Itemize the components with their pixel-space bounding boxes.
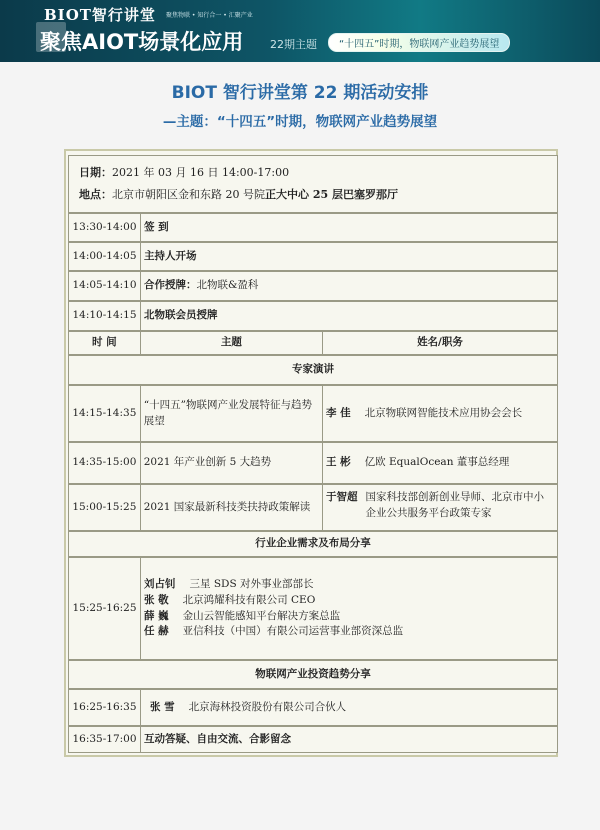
row-content-bold: 签 到	[144, 220, 169, 233]
table-header	[68, 331, 558, 355]
table-row	[68, 726, 558, 753]
table-row	[68, 689, 558, 726]
section-investment: 物联网产业投资趋势分享	[255, 667, 371, 680]
header-banner	[0, 0, 600, 62]
header-time: 时 间	[69, 332, 141, 354]
speaker-name: 张 敬	[144, 593, 169, 606]
row-content-plain: 北物联&盈科	[196, 279, 259, 292]
speaker-name: 李 佳	[325, 406, 351, 419]
table-row	[68, 385, 558, 442]
section-header	[68, 660, 558, 689]
brand-tagline: 聚焦物联 • 知行合一 • 汇聚产业	[166, 12, 253, 19]
row-time: 15:00-15:25	[69, 485, 141, 530]
page-subtitle: —主题：“十四五”时期，物联网产业趋势展望	[162, 114, 438, 130]
table-row	[68, 442, 558, 484]
table-row	[68, 271, 558, 301]
row-topic: “十四五”物联网产业发展特征与趋势展望	[141, 386, 323, 441]
section-expert: 专家演讲	[292, 363, 334, 376]
table-row	[68, 242, 558, 271]
row-speaker	[323, 386, 557, 441]
row-time: 16:25-16:35	[69, 690, 141, 725]
event-info	[68, 155, 558, 213]
issue-label: 22期主题	[270, 38, 317, 51]
table-row	[68, 213, 558, 242]
date-value: 2021 年 03 月 16 日 14:00-17:00	[112, 166, 290, 179]
speaker-line	[144, 577, 313, 593]
speaker-name: 薛 巍	[144, 609, 169, 622]
speaker-title: 北京物联网智能技术应用协会会长	[364, 406, 523, 419]
section-header	[68, 531, 558, 557]
row-time: 15:25-16:25	[69, 558, 141, 659]
row-time: 14:05-14:10	[69, 272, 141, 300]
speaker-name: 任 赫	[144, 625, 169, 638]
theme-pill: “十四五”时期，物联网产业趋势展望	[328, 33, 510, 52]
page-title: BIOT 智行讲堂第 22 期活动安排	[171, 83, 429, 103]
section-industry: 行业企业需求及布局分享	[255, 537, 371, 550]
event-place	[79, 184, 547, 206]
row-time: 13:30-14:00	[69, 214, 141, 241]
row-speaker	[141, 690, 557, 725]
row-topic: 2021 年产业创新 5 大趋势	[141, 443, 323, 483]
banner-slogan: 聚焦AIOT场景化应用	[40, 30, 244, 54]
row-time: 14:35-15:00	[69, 443, 141, 483]
row-content: 互动答疑、自由交流、合影留念	[144, 732, 291, 745]
speaker-title: 亚信科技（中国）有限公司运营事业部资深总监	[182, 625, 404, 638]
header-topic: 主题	[141, 332, 323, 354]
speaker-list	[141, 558, 557, 659]
row-time: 14:15-14:35	[69, 386, 141, 441]
row-content	[141, 243, 557, 270]
row-content	[141, 214, 557, 241]
speaker-title: 亿欧 EqualOcean 董事总经理	[364, 456, 510, 469]
speaker-name: 王 彬	[325, 456, 351, 469]
row-content	[141, 272, 557, 300]
row-time: 16:35-17:00	[69, 727, 141, 752]
speaker-name: 于智超	[325, 491, 358, 503]
section-header	[68, 355, 558, 385]
speaker-name: 张 雪	[150, 700, 175, 713]
date-label: 日期：	[79, 166, 112, 179]
speaker-line	[144, 593, 315, 609]
row-content-bold: 合作授牌：	[144, 279, 197, 292]
table-row	[68, 557, 558, 660]
speaker-title: 北京海林投资股份有限公司合伙人	[188, 700, 347, 713]
speaker-title: 国家科技部创新创业导师、北京市中小企业公共服务平台政策专家	[365, 491, 544, 519]
row-time: 14:00-14:05	[69, 243, 141, 270]
speaker-title: 金山云智能感知平台解决方案总监	[182, 609, 341, 622]
place-value-bold: 正大中心 25 层巴塞罗那厅	[265, 188, 398, 201]
speaker-title: 三星 SDS 对外事业部部长	[189, 578, 314, 590]
row-content	[141, 302, 557, 330]
row-speaker	[323, 485, 557, 530]
header-name: 姓名/职务	[417, 336, 463, 349]
table-row	[68, 484, 558, 531]
row-content-bold: 主持人开场	[144, 249, 197, 262]
row-time: 14:10-14:15	[69, 302, 141, 330]
speaker-line	[144, 624, 403, 640]
place-label: 地点：	[79, 188, 112, 201]
table-row	[68, 301, 558, 331]
event-date	[79, 162, 547, 184]
place-value: 北京市朝阳区金和东路 20 号院	[112, 188, 265, 201]
speaker-title: 北京鸿耀科技有限公司 CEO	[182, 593, 316, 606]
row-speaker	[323, 443, 557, 483]
row-content-bold: 北物联会员授牌	[144, 309, 218, 322]
speaker-line	[144, 609, 340, 625]
row-topic: 2021 国家最新科技类扶持政策解读	[141, 485, 323, 530]
brand-name: BIOT智行讲堂	[44, 6, 156, 24]
speaker-name: 刘占钊	[144, 578, 176, 590]
